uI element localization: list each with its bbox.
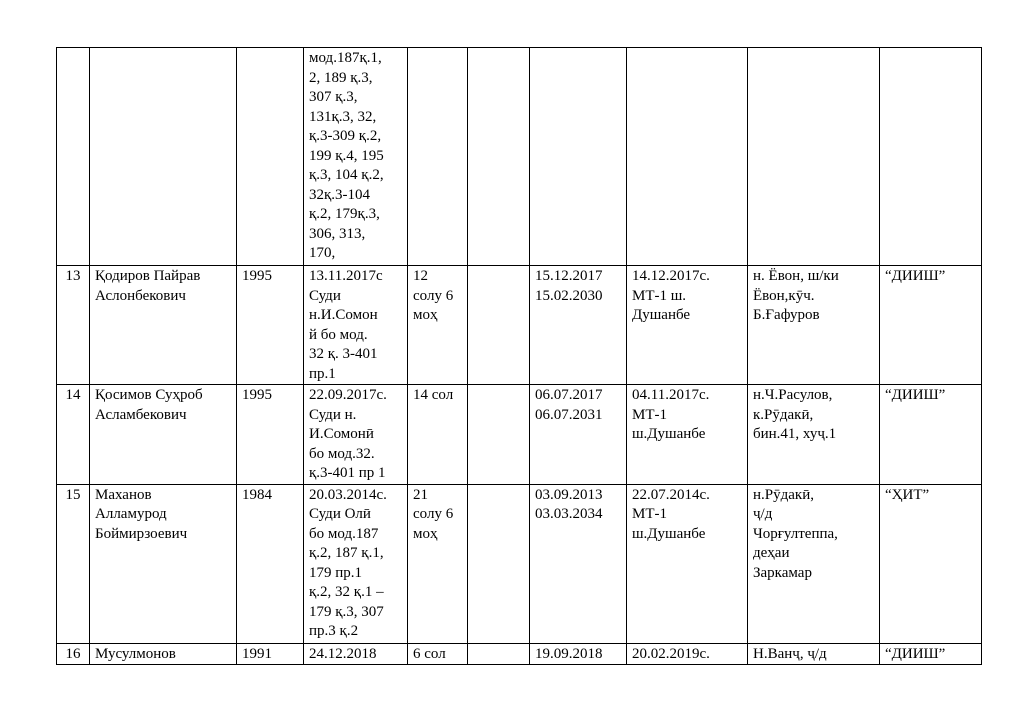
empty-cell bbox=[468, 385, 530, 485]
birth-year-cell bbox=[237, 48, 304, 266]
address-cell: н.Рӯдакӣ, ҷ/д Чорғултеппа, деҳаи Заркамар bbox=[748, 484, 880, 643]
term-dates-cell: 15.12.2017 15.02.2030 bbox=[530, 266, 627, 385]
table-row bbox=[57, 266, 982, 385]
empty-cell bbox=[468, 484, 530, 643]
row-number-cell: 14 bbox=[57, 385, 90, 485]
court-decision-cell: 20.03.2014с. Суди Олӣ бо мод.187 қ.2, 187 қ.1, 179 пр.1 қ.2, 32 қ.1 – 179 қ.3, 307 пр.3 қ.2 bbox=[304, 484, 408, 643]
birth-year-cell: 1995 bbox=[237, 385, 304, 485]
table-row bbox=[57, 484, 982, 643]
name-cell: Маханов Алламурод Боймирзоевич bbox=[90, 484, 237, 643]
empty-cell bbox=[468, 48, 530, 266]
detention-cell: 22.07.2014с. МТ-1 ш.Душанбе bbox=[627, 484, 748, 643]
court-decision-cell: 24.12.2018 bbox=[304, 643, 408, 665]
table-row bbox=[57, 385, 982, 485]
table-row bbox=[57, 643, 982, 665]
detention-cell bbox=[627, 48, 748, 266]
name-cell: Қодиров Пайрав Аслонбекович bbox=[90, 266, 237, 385]
address-cell bbox=[748, 48, 880, 266]
term-dates-cell: 03.09.2013 03.03.2034 bbox=[530, 484, 627, 643]
organization-cell: “ДИИШ” bbox=[880, 643, 982, 665]
term-dates-cell: 06.07.2017 06.07.2031 bbox=[530, 385, 627, 485]
birth-year-cell: 1995 bbox=[237, 266, 304, 385]
term-cell: 12 солу 6 моҳ bbox=[408, 266, 468, 385]
table-row bbox=[57, 48, 982, 266]
row-number-cell: 13 bbox=[57, 266, 90, 385]
term-cell: 14 сол bbox=[408, 385, 468, 485]
court-decision-cell: 22.09.2017с. Суди н. И.Сомонӣ бо мод.32. қ.3-401 пр 1 bbox=[304, 385, 408, 485]
empty-cell bbox=[468, 266, 530, 385]
term-cell: 6 сол bbox=[408, 643, 468, 665]
term-dates-cell: 19.09.2018 bbox=[530, 643, 627, 665]
detention-cell: 14.12.2017с. МТ-1 ш. Душанбе bbox=[627, 266, 748, 385]
birth-year-cell: 1984 bbox=[237, 484, 304, 643]
name-cell bbox=[90, 48, 237, 266]
organization-cell bbox=[880, 48, 982, 266]
organization-cell: “ДИИШ” bbox=[880, 266, 982, 385]
empty-cell bbox=[468, 643, 530, 665]
detention-cell: 04.11.2017с. МТ-1 ш.Душанбе bbox=[627, 385, 748, 485]
term-dates-cell bbox=[530, 48, 627, 266]
row-number-cell bbox=[57, 48, 90, 266]
name-cell: Мусулмонов bbox=[90, 643, 237, 665]
detention-cell: 20.02.2019с. bbox=[627, 643, 748, 665]
records-table bbox=[56, 47, 982, 665]
address-cell: Н.Ванҷ, ҷ/д bbox=[748, 643, 880, 665]
birth-year-cell: 1991 bbox=[237, 643, 304, 665]
address-cell: н. Ёвон, ш/ки Ёвон,кӯч. Б.Ғафуров bbox=[748, 266, 880, 385]
row-number-cell: 16 bbox=[57, 643, 90, 665]
name-cell: Қосимов Суҳроб Асламбекович bbox=[90, 385, 237, 485]
address-cell: н.Ч.Расулов, к.Рӯдакӣ, бин.41, хуҷ.1 bbox=[748, 385, 880, 485]
organization-cell: “ДИИШ” bbox=[880, 385, 982, 485]
organization-cell: “ҲИТ” bbox=[880, 484, 982, 643]
row-number-cell: 15 bbox=[57, 484, 90, 643]
term-cell bbox=[408, 48, 468, 266]
term-cell: 21 солу 6 моҳ bbox=[408, 484, 468, 643]
court-decision-cell: мод.187қ.1, 2, 189 қ.3, 307 қ.3, 131қ.3, 32, қ.3-309 қ.2, 199 қ.4, 195 қ.3, 104 қ.2, 32қ.3-104 қ.2, 179қ.3, 306, 313, 170, bbox=[304, 48, 408, 266]
court-decision-cell: 13.11.2017с Суди н.И.Сомон й бо мод. 32 қ. 3-401 пр.1 bbox=[304, 266, 408, 385]
